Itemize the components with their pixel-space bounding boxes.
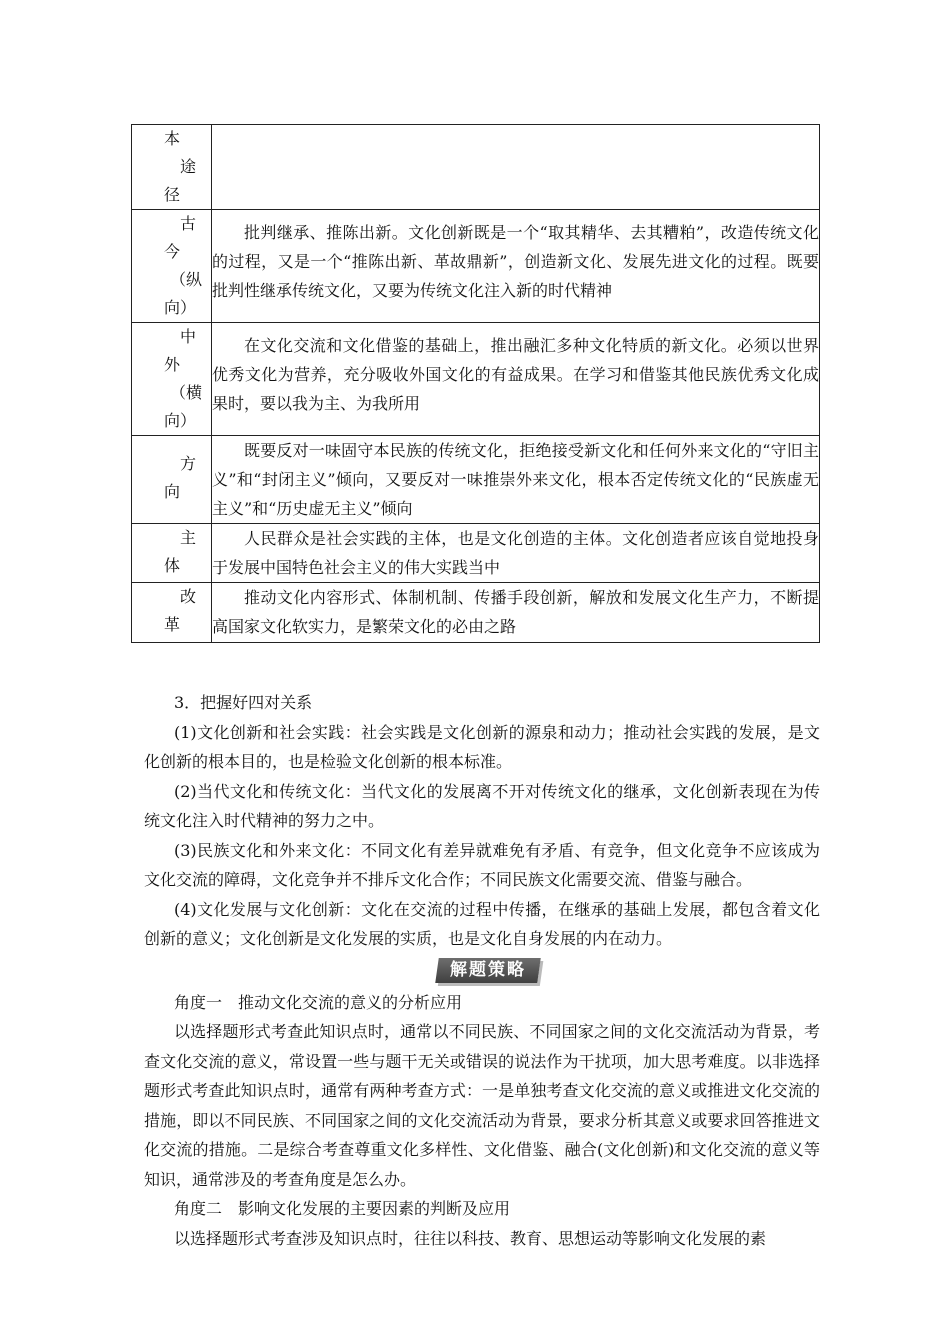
table-row [132, 436, 820, 524]
row-label [132, 323, 212, 436]
label-char: 改 [180, 587, 197, 606]
label-char: 主 [180, 528, 197, 547]
table-row [132, 323, 820, 436]
angle-text: 以选择题形式考查涉及知识点时，往往以科技、教育、思想运动等影响文化发展的素 [174, 1228, 767, 1248]
table-row [132, 583, 820, 643]
row-label [132, 210, 212, 323]
angle-title: 角度二 影响文化发展的主要因素的判断及应用 [174, 1199, 511, 1218]
label-char: 今 [164, 242, 181, 261]
row-label [132, 524, 212, 583]
row-label [132, 436, 212, 524]
row-text: 批判继承、推陈出新。文化创新既是一个“取其精华、去其糟粕”，改造传统文化的过程，又是一个“推陈出新、革故鼎新”，创造新文化、发展先进文化的过程。既要批判性继承传统文化，又要为传统文化注入新的时代精神 [212, 210, 820, 323]
relation-item: (1)文化创新和社会实践：社会实践是文化创新的源泉和动力；推动社会实践的发展，是文化创新的根本目的，也是检验文化创新的根本标准。 [144, 722, 820, 771]
label-char: 向） [164, 411, 197, 430]
row-label [132, 125, 212, 210]
label-char: 革 [164, 615, 181, 634]
row-text: 人民群众是社会实践的主体，也是文化创造的主体。文化创造者应该自觉地投身于发展中国特色社会主义的伟大实践当中 [212, 524, 820, 583]
row-text: 既要反对一味固守本民族的传统文化，拒绝接受新文化和任何外来文化的“守旧主义”和“封闭主义”倾向，又要反对一味推崇外来文化，根本否定传统文化的“民族虚无主义”和“历史虚无主义”倾向 [212, 436, 820, 524]
table-row [132, 210, 820, 323]
label-char: 古 [180, 214, 197, 233]
table-row [132, 125, 820, 210]
label-char: 向 [164, 482, 181, 501]
label-char: 体 [164, 556, 181, 575]
row-text: 在文化交流和文化借鉴的基础上，推出融汇多种文化特质的新文化。必须以世界优秀文化为营养，充分吸收外国文化的有益成果。在学习和借鉴其他民族优秀文化成果时，要以我为主、为我所用 [212, 323, 820, 436]
section-heading: 3．把握好四对关系 [174, 693, 313, 712]
label-char: 径 [164, 185, 181, 204]
label-char: 途 [180, 157, 197, 176]
label-char: （纵 [170, 270, 203, 289]
label-char: 向） [164, 298, 197, 317]
label-char: 本 [164, 129, 181, 148]
banner-label: 解题策略 [450, 959, 526, 980]
label-char: 中 [180, 327, 197, 346]
relation-item: (2)当代文化和传统文化：当代文化的发展离不开对传统文化的继承，文化创新表现在为传统文化注入时代精神的努力之中。 [144, 781, 820, 830]
strategy-banner-wrap [144, 954, 820, 988]
label-char: 方 [180, 454, 197, 473]
row-label [132, 583, 212, 643]
row-text [212, 125, 820, 210]
culture-innovation-table [131, 124, 820, 643]
label-char: （横 [170, 383, 203, 402]
relation-item: (4)文化发展与文化创新：文化在交流的过程中传播，在继承的基础上发展，都包含着文化创新的意义；文化创新是文化发展的实质，也是文化自身发展的内在动力。 [144, 899, 820, 948]
angle-text: 以选择题形式考查此知识点时，通常以不同民族、不同国家之间的文化交流活动为背景，考查文化交流的意义，常设置一些与题干无关或错误的说法作为干扰项，加大思考难度。以非选择题形式考查此知识点时，通常有两种考查方式：一是单独考查文化交流的意义或推进文化交流的措施，即以不同民族、不同国家之间的文化交流活动为背景，要求分析其意义或要求回答推进文化交流的措施。二是综合考查尊重文化多样性、文化借鉴、融合(文化创新)和文化交流的意义等知识，通常涉及的考查角度是怎么办。 [144, 1022, 820, 1189]
table-row [132, 524, 820, 583]
angle-title: 角度一 推动文化交流的意义的分析应用 [174, 992, 463, 1012]
row-text: 推动文化内容形式、体制机制、传播手段创新，解放和发展文化生产力，不断提高国家文化软实力，是繁荣文化的必由之路 [212, 583, 820, 643]
relation-item: (3)民族文化和外来文化：不同文化有差异就难免有矛盾、有竞争，但文化竞争不应该成为文化交流的障碍，文化竞争并不排斥文化合作；不同民族文化需要交流、借鉴与融合。 [144, 840, 820, 889]
body-text [144, 688, 820, 1253]
label-char: 外 [164, 355, 181, 374]
strategy-banner [435, 958, 541, 983]
